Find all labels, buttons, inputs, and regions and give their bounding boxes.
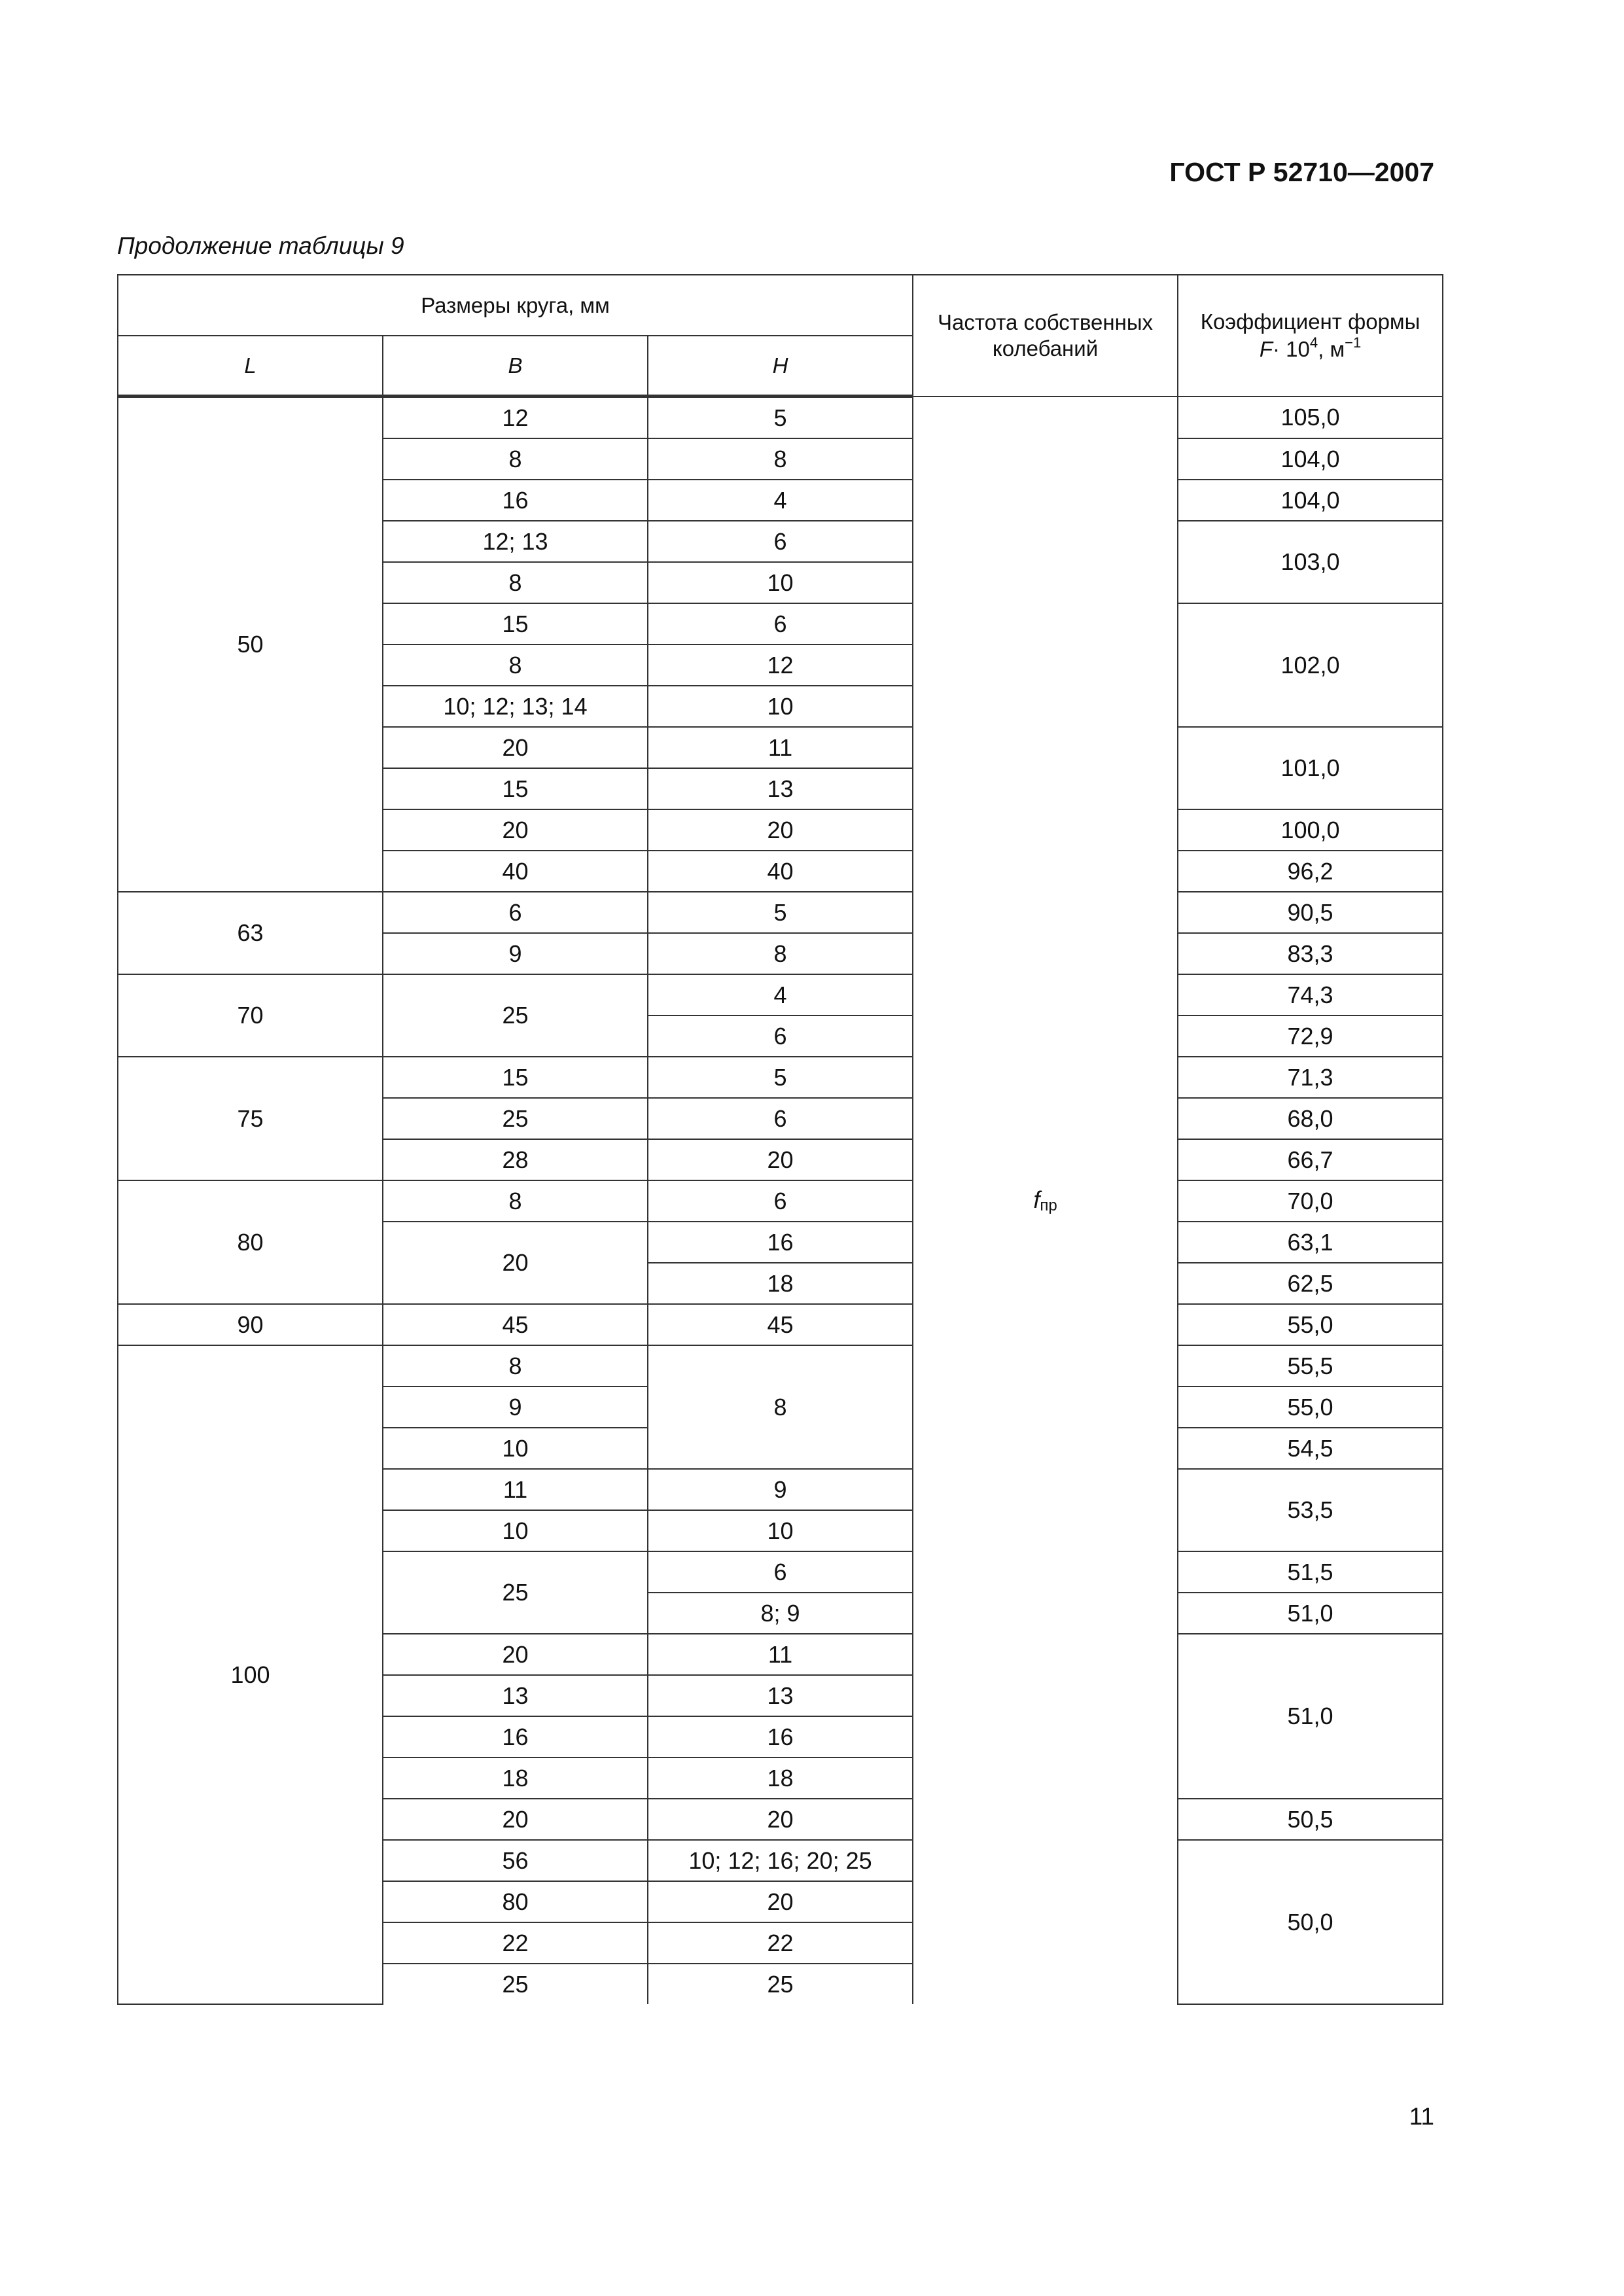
cell-B: 8 — [383, 438, 648, 480]
cell-B: 18 — [383, 1757, 648, 1799]
cell-H: 18 — [648, 1263, 913, 1304]
cell-F: 71,3 — [1178, 1057, 1443, 1098]
cell-F: 72,9 — [1178, 1016, 1443, 1057]
cell-L: 75 — [118, 1057, 383, 1180]
cell-F: 51,0 — [1178, 1634, 1443, 1799]
cell-B: 25 — [383, 1551, 648, 1634]
cell-H: 25 — [648, 1964, 913, 2004]
cell-B: 8 — [383, 1345, 648, 1386]
cell-B: 10; 12; 13; 14 — [383, 686, 648, 727]
cell-frequency — [913, 397, 1178, 2005]
cell-H: 5 — [648, 1057, 913, 1098]
cell-B: 56 — [383, 1840, 648, 1881]
cell-B: 15 — [383, 603, 648, 645]
cell-F: 63,1 — [1178, 1222, 1443, 1263]
cell-H: 8 — [648, 933, 913, 974]
cell-B: 15 — [383, 768, 648, 809]
cell-F: 74,3 — [1178, 974, 1443, 1016]
cell-B: 20 — [383, 1634, 648, 1675]
cell-H: 11 — [648, 727, 913, 768]
cell-F: 55,5 — [1178, 1345, 1443, 1386]
frequency-symbol: f — [1033, 1186, 1040, 1213]
cell-H: 8 — [648, 438, 913, 480]
cell-H: 13 — [648, 768, 913, 809]
cell-H: 10 — [648, 1510, 913, 1551]
table-caption: Продолжение таблицы 9 — [117, 232, 404, 259]
cell-H: 20 — [648, 1799, 913, 1840]
cell-F: 90,5 — [1178, 892, 1443, 933]
header-coefficient-mid: · 10 — [1272, 337, 1310, 362]
cell-B: 20 — [383, 809, 648, 851]
cell-F: 83,3 — [1178, 933, 1443, 974]
cell-L: 100 — [118, 1345, 383, 2004]
cell-B: 25 — [383, 1098, 648, 1139]
cell-B: 8 — [383, 645, 648, 686]
cell-H: 4 — [648, 480, 913, 521]
cell-F: 51,0 — [1178, 1593, 1443, 1634]
header-coefficient-exponent: 4 — [1309, 334, 1318, 351]
cell-H: 8; 9 — [648, 1593, 913, 1634]
cell-F: 102,0 — [1178, 603, 1443, 727]
header-coefficient-title: Коэффициент формы — [1200, 309, 1421, 334]
cell-L: 70 — [118, 974, 383, 1057]
cell-F: 70,0 — [1178, 1180, 1443, 1222]
cell-F: 101,0 — [1178, 727, 1443, 809]
cell-F: 66,7 — [1178, 1139, 1443, 1180]
cell-F: 53,5 — [1178, 1469, 1443, 1551]
cell-B: 20 — [383, 1222, 648, 1304]
cell-B: 10 — [383, 1428, 648, 1469]
cell-F: 103,0 — [1178, 521, 1443, 603]
page-number: 11 — [1409, 2103, 1434, 2130]
header-coefficient — [1178, 275, 1443, 397]
cell-H: 16 — [648, 1222, 913, 1263]
cell-B: 25 — [383, 1964, 648, 2004]
cell-H: 40 — [648, 851, 913, 892]
cell-H: 16 — [648, 1716, 913, 1757]
cell-H: 20 — [648, 809, 913, 851]
cell-F: 105,0 — [1178, 397, 1443, 439]
cell-H: 8 — [648, 1345, 913, 1469]
cell-F: 104,0 — [1178, 438, 1443, 480]
cell-B: 9 — [383, 933, 648, 974]
header-coefficient-symbol: F — [1259, 337, 1273, 362]
cell-F: 50,0 — [1178, 1840, 1443, 2004]
cell-B: 25 — [383, 974, 648, 1057]
cell-H: 6 — [648, 603, 913, 645]
cell-L: 90 — [118, 1304, 383, 1345]
cell-H: 6 — [648, 1180, 913, 1222]
cell-B: 16 — [383, 480, 648, 521]
cell-H: 20 — [648, 1881, 913, 1922]
cell-H: 10 — [648, 686, 913, 727]
cell-B: 16 — [383, 1716, 648, 1757]
cell-F: 55,0 — [1178, 1304, 1443, 1345]
cell-F: 104,0 — [1178, 480, 1443, 521]
header-dimensions: Размеры круга, мм — [118, 275, 913, 336]
cell-H: 9 — [648, 1469, 913, 1510]
cell-B: 10 — [383, 1510, 648, 1551]
cell-B: 11 — [383, 1469, 648, 1510]
cell-H: 4 — [648, 974, 913, 1016]
cell-F: 51,5 — [1178, 1551, 1443, 1593]
cell-H: 6 — [648, 521, 913, 562]
cell-F: 50,5 — [1178, 1799, 1443, 1840]
cell-B: 20 — [383, 1799, 648, 1840]
cell-H: 6 — [648, 1098, 913, 1139]
header-coefficient-unit-exponent: −1 — [1345, 334, 1362, 351]
cell-B: 9 — [383, 1386, 648, 1428]
cell-B: 40 — [383, 851, 648, 892]
cell-B: 45 — [383, 1304, 648, 1345]
header-H: H — [648, 336, 913, 397]
frequency-coefficient-table — [117, 274, 1443, 2005]
cell-H: 13 — [648, 1675, 913, 1716]
cell-B: 28 — [383, 1139, 648, 1180]
cell-B: 8 — [383, 562, 648, 603]
cell-F: 96,2 — [1178, 851, 1443, 892]
cell-H: 11 — [648, 1634, 913, 1675]
cell-H: 6 — [648, 1016, 913, 1057]
cell-H: 12 — [648, 645, 913, 686]
cell-L: 50 — [118, 397, 383, 892]
cell-B: 12; 13 — [383, 521, 648, 562]
cell-H: 18 — [648, 1757, 913, 1799]
cell-B: 8 — [383, 1180, 648, 1222]
cell-H: 5 — [648, 892, 913, 933]
header-B: B — [383, 336, 648, 397]
cell-F: 62,5 — [1178, 1263, 1443, 1304]
cell-B: 12 — [383, 397, 648, 439]
header-frequency: Частота собственных колебаний — [913, 275, 1178, 397]
frequency-subscript: пр — [1040, 1196, 1057, 1214]
header-L: L — [118, 336, 383, 397]
document-code: ГОСТ Р 52710—2007 — [1169, 157, 1434, 187]
cell-H: 20 — [648, 1139, 913, 1180]
cell-H: 10 — [648, 562, 913, 603]
cell-H: 22 — [648, 1922, 913, 1964]
cell-H: 10; 12; 16; 20; 25 — [648, 1840, 913, 1881]
cell-B: 20 — [383, 727, 648, 768]
cell-H: 45 — [648, 1304, 913, 1345]
cell-B: 80 — [383, 1881, 648, 1922]
cell-F: 100,0 — [1178, 809, 1443, 851]
cell-F: 55,0 — [1178, 1386, 1443, 1428]
cell-H: 5 — [648, 397, 913, 439]
cell-B: 22 — [383, 1922, 648, 1964]
cell-B: 6 — [383, 892, 648, 933]
cell-L: 63 — [118, 892, 383, 974]
cell-F: 68,0 — [1178, 1098, 1443, 1139]
cell-L: 80 — [118, 1180, 383, 1304]
cell-H: 6 — [648, 1551, 913, 1593]
cell-F: 54,5 — [1178, 1428, 1443, 1469]
cell-B: 15 — [383, 1057, 648, 1098]
header-coefficient-unit: , м — [1318, 337, 1345, 362]
cell-B: 13 — [383, 1675, 648, 1716]
